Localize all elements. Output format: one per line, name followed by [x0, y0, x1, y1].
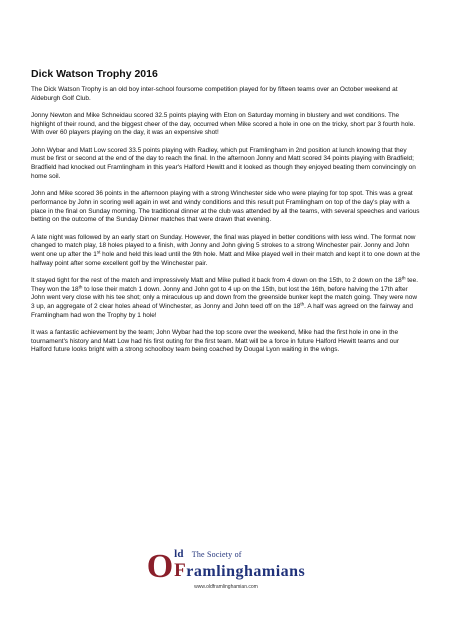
logo-bottom-text: ramlinghamians	[186, 563, 306, 580]
paragraph-text: It stayed tight for the rest of the match and impressively Matt and Mike pulled it back from 4 down on the 15th, to 2 down on the 18	[31, 276, 402, 284]
document-body	[31, 86, 421, 355]
ordinal-suffix: th	[78, 284, 83, 290]
paragraph-text: to lose their match 1 down. Jonny and John got to 4 up on the 15th, but lost the 16th, before halving the 17th after John went very close with his tee shot; only a miraculous up and down from the greenside bunker kept the match going. They were now 3 up, an aggregate of 2 clear holes ahead of Winchester, as Jonny and John teed off on the 18	[31, 285, 417, 311]
paragraph	[31, 277, 421, 321]
paragraph	[31, 234, 421, 269]
paragraph: The Dick Watson Trophy is an old boy inter-school foursome competition played for by fifteen teams over an October weekend at Aldeburgh Golf Club.	[31, 86, 398, 102]
ordinal-suffix: st	[96, 249, 101, 255]
society-logo	[146, 548, 306, 585]
logo-top-text: The Society of	[191, 550, 242, 559]
logo-ld: ld	[174, 548, 184, 560]
paragraph-text: hole and held this lead until the 9th hole. Matt and Mike played well in their match and kept it to one down at the halfway point after some excellent golf by the Winchester pair.	[31, 250, 420, 267]
paragraph-text: A late night was followed by an early start on Sunday. However, the final was played in better conditions with less wind. The format now changed to match play, 18 holes played to a finish, with Jonny and John giving 5 strokes to a strong Winchester pair. Jonny and John went one up after the 1	[31, 233, 416, 258]
logo-o-letter: O	[146, 548, 174, 585]
paragraph: It was a fantastic achievement by the team; John Wybar had the top score over the weekend, Mike had the first hole in one in the tournament's history and Matt Low had his first outing for the first team. Matt will be a force in future Halford Hewitt teams and our Halford future looks bright with a strong schoolboy team being coached by Dougal Lyon waiting in the wings.	[31, 329, 399, 354]
paragraph-text: . A half was agreed on the fairway and Framlingham had won the Trophy by 1 hole!	[31, 303, 413, 319]
paragraph: John and Mike scored 36 points in the afternoon playing with a strong Winchester side who were playing for top spot. This was a great performance by John in scoring well again in wet and windy conditions and this result put Framlingham on top of the day's play with a place in the final on Sunday morning. The traditional dinner at the club was attended by all the teams, with several speeches and various betting on the outcome of the Sunday Dinner matches that were drawn that evening.	[31, 190, 420, 224]
document-title: Dick Watson Trophy 2016	[31, 68, 158, 80]
logo-f-letter: F	[174, 560, 187, 581]
footer	[0, 548, 452, 590]
ordinal-suffix: th	[401, 275, 406, 281]
paragraph-text: tee. They won the 18	[31, 276, 419, 293]
ordinal-suffix: th	[300, 301, 305, 307]
website-url: www.oldframlinghamian.com	[194, 584, 258, 590]
paragraph: John Wybar and Matt Low scored 33.5 points playing with Radley, which put Framlingham in 2nd position at lunch knowing that they must be first or second at the end of the day to reach the final. In the afternoon Jonny and Matt scored 34 points playing with Bradfield; Bradfield had knocked out Framlingham in this year's Halford Hewitt and it looked as though they enjoyed beating them convincingly on home soil.	[31, 146, 416, 180]
paragraph: Jonny Newton and Mike Schneidau scored 32.5 points playing with Eton on Saturday morning in blustery and wet conditions. The highlight of their round, and the biggest cheer of the day, occurred when Mike scored a hole in one on the tricky, short par 3 fourth hole. With over 60 players playing on the day, it was an expensive shot!	[31, 112, 416, 137]
